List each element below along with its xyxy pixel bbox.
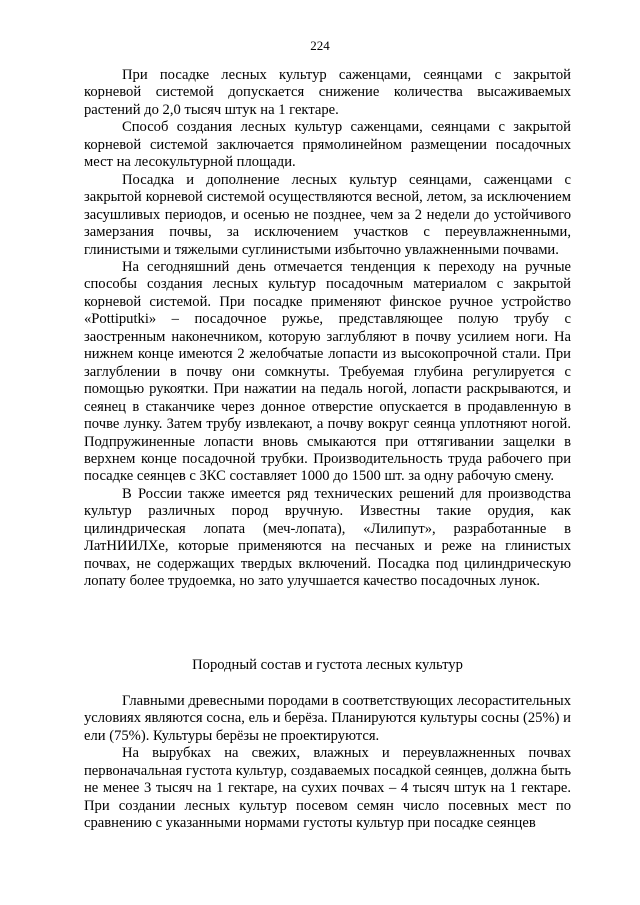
paragraph: В России также имеется ряд технических решений для производства культур различных пород вручную. Известны такие орудия, как цилиндрическая лопата (меч-лопата), «Лилипут», разработанные в ЛатНИИЛХе, которые применяются на песчаных и реже на глинистых почвах, не содержащих твердых включений. Посадка под цилиндрическую лопату более трудоемка, но зато улучшается качество посадочных лунок. [84, 485, 571, 590]
paragraph: Способ создания лесных культур саженцами, сеянцами с закрытой корневой системой заключается прямолинейном размещении посадочных мест на лесокультурной площади. [84, 119, 571, 171]
section-heading: Породный состав и густота лесных культур [192, 657, 463, 673]
paragraph: Посадка и дополнение лесных культур сеянцами, саженцами с закрытой корневой системой осуществляются весной, летом, за исключением засушливых периодов, и осенью не позднее, чем за 2 недели до устойчивого замерзания почвы, за исключением участков с переувлажненными, глинистыми и тяжелыми суглинистыми избыточно увлажненными почвами. [84, 171, 571, 258]
body-text-top [84, 67, 571, 591]
paragraph: При посадке лесных культур саженцами, сеянцами с закрытой корневой системой допускается снижение количества высаживаемых растений до 2,0 тысяч штук на 1 гектаре. [84, 67, 571, 118]
paragraph: На сегодняшний день отмечается тенденция к переходу на ручные способы создания лесных культур посадочным материалом с закрытой корневой системой. При посадке применяют финское ручное устройство «Pottiputki» – посадочное ружье, представляющее полую трубу с заостренным наконечником, которую заглубляют в почву усилием ноги. На нижнем конце имеются 2 желобчатые лопасти из высокопрочной стали. При заглублении в почву они сомкнуты. Требуемая глубина регулируется с помощью рукоятки. При нажатии на педаль ногой, лопасти раскрываются, и сеянец в стаканчике через донное отверстие опускается в продавленную в почве лунку. Затем трубу извлекают, а почву вокруг сеянца уплотняют ногой. Подпружиненные лопасти вновь смыкаются при оттягивании защелки в верхнем конце посадочной трубки. Производительность труда рабочего при посадке сеянцев с ЗКС составляет 1000 до 1500 шт. за одну рабочую смену. [84, 258, 571, 485]
paragraph: Главными древесными породами в соответствующих лесорастительных условиях являются сосна, ель и берёза. Планируются культуры сосны (25%) и ели (75%). Культуры берёзы не проектируются. [84, 693, 571, 744]
page-number: 224 [310, 38, 330, 53]
paragraph: На вырубках на свежих, влажных и переувлажненных почвах первоначальная густота культур, создаваемых посадкой сеянцев, должна быть не менее 3 тысяч на 1 гектаре, на сухих почвах – 4 тысяч штук на 1 гектаре. При создании лесных культур посевом семян число посевных мест по сравнению с указанными нормами густоты культур при посадке сеянцев [84, 745, 571, 832]
body-text-bottom [84, 693, 571, 833]
